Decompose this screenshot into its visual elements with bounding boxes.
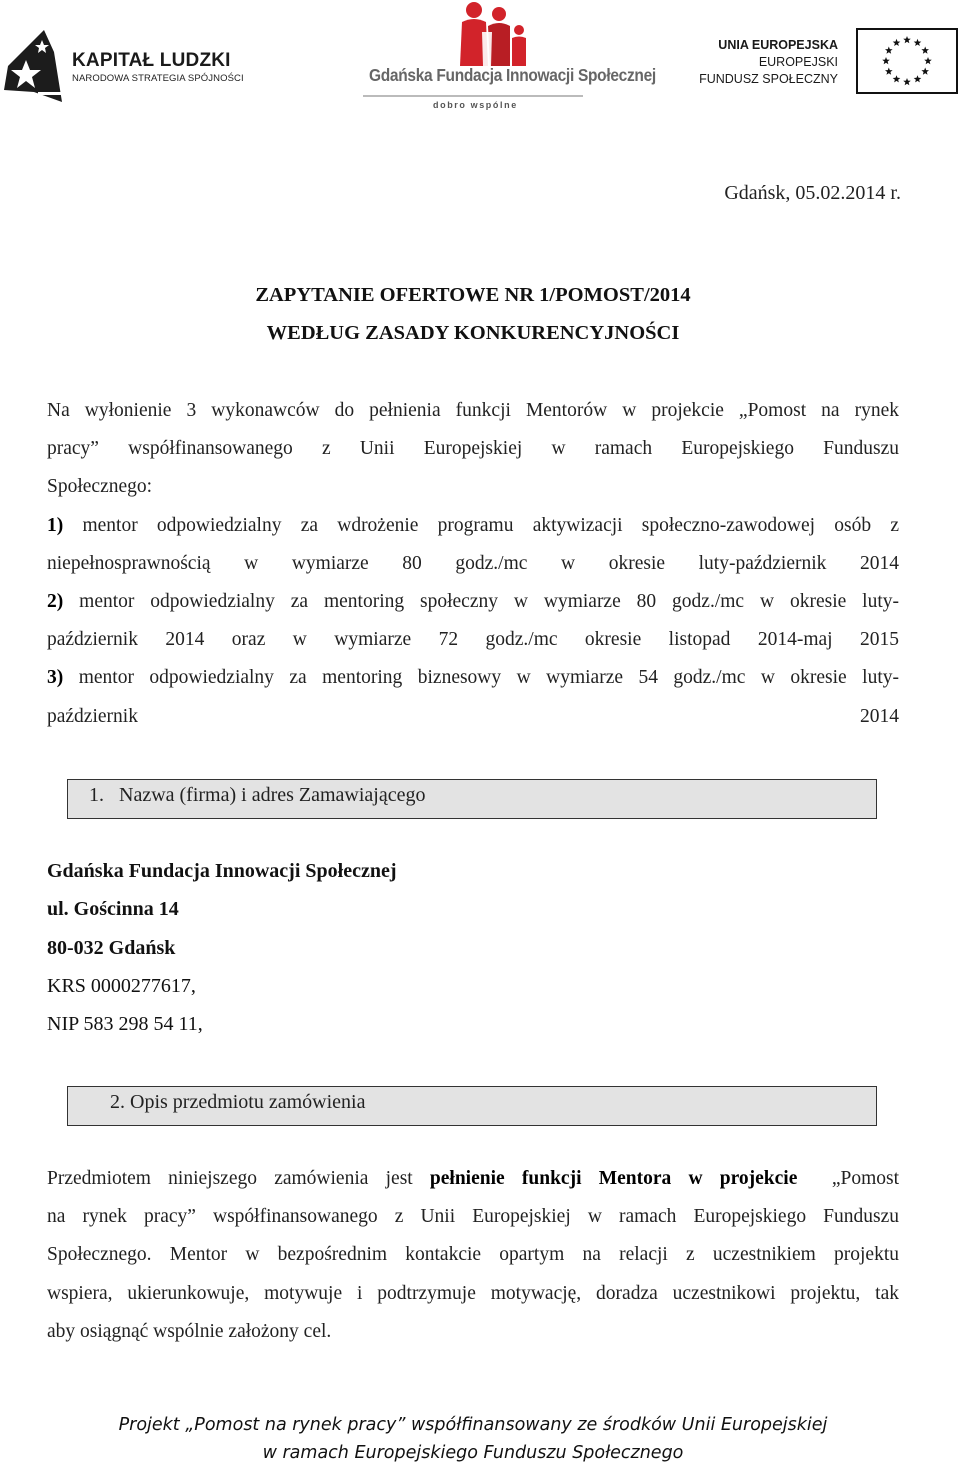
- description-line: na rynek pracy” współfinansowanego z Unii Europejskiej w ramach Europejskiego Funduszu: [47, 1206, 899, 1228]
- footer-line-1: Projekt „Pomost na rynek pracy” współfinansowany ze środków Unii Europejskiej: [118, 1415, 828, 1435]
- list-item-continuation: październik 2014: [47, 705, 899, 727]
- kapital-ludzki-title: KAPITAŁ LUDZKI: [72, 50, 231, 71]
- family-figures-icon: [444, 0, 534, 68]
- eu-star-icon: [914, 75, 922, 82]
- list-item: [47, 507, 899, 545]
- list-item-text: mentor odpowiedzialny za mentoring biznesowy w wymiarze 54 godz./mc w okresie luty-: [63, 667, 899, 689]
- list-item-continuation: niepełnosprawnością w wymiarze 80 godz./mc w okresie luty-październik 2014: [47, 552, 899, 574]
- list-item-number: 2): [47, 590, 64, 612]
- eu-star-icon: [921, 47, 929, 54]
- eu-logo: [690, 28, 960, 98]
- description-line: [47, 1160, 899, 1198]
- intro-line: Na wyłonienie 3 wykonawców do pełnienia funkcji Mentorów w projekcie „Pomost na rynek: [47, 400, 899, 421]
- description-line: wspiera, ukierunkowuje, motywuje i podtrzymuje motywację, doradza uczestnikowi projektu, tak: [47, 1282, 899, 1304]
- eu-line-3: FUNDUSZ SPOŁECZNY: [699, 72, 838, 86]
- list-item-number: 1): [47, 514, 64, 536]
- eu-star-icon: [885, 68, 893, 75]
- list-item-text: mentor odpowiedzialny za mentoring społeczny w wymiarze 80 godz./mc w okresie luty-: [63, 590, 899, 612]
- eu-star-icon: [903, 78, 911, 85]
- gfis-logo: [360, 0, 656, 115]
- street-address: ul. Gościnna 14: [47, 898, 179, 921]
- list-item: [47, 659, 899, 697]
- eu-star-icon: [921, 68, 929, 75]
- gfis-name: Gdańska Fundacja Innowacji Społecznej: [369, 66, 656, 86]
- eu-star-icon: [893, 75, 901, 82]
- ordering-party-address: [47, 852, 397, 1043]
- section-heading-text: 1. Nazwa (firma) i adres Zamawiającego: [89, 784, 426, 806]
- eu-star-icon: [924, 57, 932, 64]
- document-subtitle: WEDŁUG ZASADY KONKURENCYJNOŚCI: [266, 322, 680, 344]
- description-line: Społecznego. Mentor w bezpośrednim kontakcie opartym na relacji z uczestnikiem projektu: [47, 1244, 899, 1266]
- document-title: ZAPYTANIE OFERTOWE NR 1/POMOST/2014: [255, 284, 691, 306]
- section-heading-1: [67, 779, 877, 819]
- list-item: [47, 583, 899, 621]
- list-item-continuation: październik 2014 oraz w wymiarze 72 godz./mc okresie listopad 2014-maj 2015: [47, 629, 899, 651]
- list-item-text: mentor odpowiedzialny za wdrożenie programu aktywizacji społeczno-zawodowej osób z: [63, 514, 899, 536]
- organization-name: Gdańska Fundacja Innowacji Społecznej: [47, 860, 397, 882]
- section-heading-2: [67, 1086, 877, 1126]
- intro-paragraph: [47, 392, 899, 736]
- intro-line: pracy” współfinansowanego z Unii Europejskiej w ramach Europejskiego Funduszu: [47, 438, 899, 460]
- document-date: Gdańsk, 05.02.2014 r.: [724, 182, 901, 204]
- nip-number: NIP 583 298 54 11,: [47, 1013, 203, 1036]
- postal-city: 80-032 Gdańsk: [47, 936, 176, 959]
- kapital-ludzki-subtitle: NARODOWA STRATEGIA SPÓJNOŚCI: [72, 73, 244, 84]
- krs-number: KRS 0000277617,: [47, 974, 196, 997]
- gfis-divider: [363, 95, 583, 97]
- gfis-motto: dobro wspólne: [433, 100, 518, 110]
- description-line: aby osiągnąć wspólnie założony cel.: [47, 1320, 332, 1342]
- description-emphasis: pełnienie funkcji Mentora w projekcie: [429, 1168, 798, 1189]
- eu-flag-icon: [856, 28, 958, 94]
- star-emblem-icon: [4, 30, 66, 104]
- description-text: Przedmiotem niniejszego zamówienia jest: [47, 1168, 430, 1189]
- kapital-ludzki-logo: [4, 30, 254, 105]
- eu-star-icon: [893, 39, 901, 46]
- intro-line: Społecznego:: [47, 476, 153, 498]
- eu-line-2: EUROPEJSKI: [758, 55, 838, 69]
- section-heading-text: 2. Opis przedmiotu zamówienia: [110, 1091, 366, 1113]
- description-paragraph: [47, 1160, 899, 1351]
- eu-star-icon: [885, 47, 893, 54]
- eu-line-1: UNIA EUROPEJSKA: [718, 38, 838, 52]
- list-item-number: 3): [47, 667, 64, 689]
- eu-star-icon: [882, 57, 890, 64]
- description-text: „Pomost: [797, 1168, 899, 1189]
- eu-star-icon: [914, 39, 922, 46]
- footer-line-2: w ramach Europejskiego Funduszu Społecznego: [262, 1443, 684, 1463]
- eu-star-icon: [903, 36, 911, 43]
